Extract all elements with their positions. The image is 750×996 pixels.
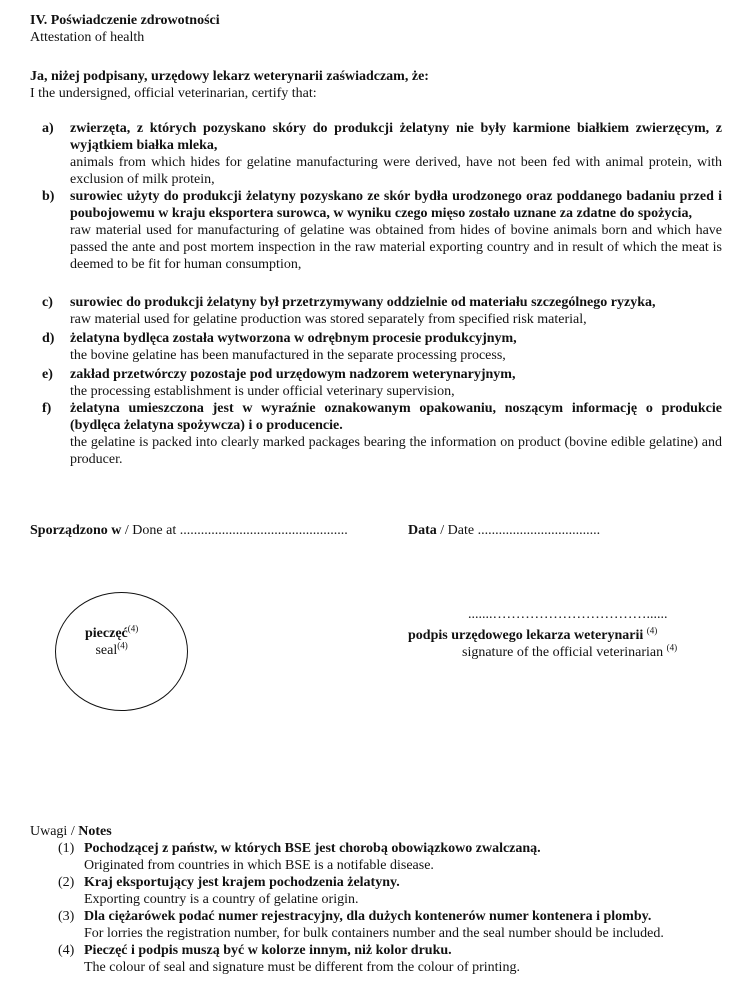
note-text-en: Exporting country is a country of gelatine origin. [84,892,359,907]
signature-label-pl: podpis urzędowego lekarza weterynarii [408,628,644,643]
note-item [30,874,730,908]
item-text-en: the processing establishment is under official veterinary supervision, [70,384,455,399]
signature-footnote-ref: (4) [646,625,658,636]
item-label: b) [42,189,55,204]
signature-dotted-line[interactable]: .......……………………………...... [468,607,668,622]
done-at-label-pl: Sporządzono w [30,523,122,538]
note-text-pl: Kraj eksportujący jest krajem pochodzenia żelatyny. [84,875,400,890]
section-title-pl: IV. Poświadczenie zdrowotności [30,13,220,28]
note-number: (4) [58,943,75,958]
item-label: d) [42,331,55,346]
certify-en: I the undersigned, official veterinarian, certify that: [30,86,317,101]
done-at-field[interactable] [30,522,348,539]
attestation-item-f [42,400,722,468]
item-text-en: raw material used for manufacturing of gelatine was obtained from hides of bovine animals born and which have passed the ante and post mortem inspection in the raw material exporting country and in result of which the meat is deemed to be fit for human consumption, [70,223,722,272]
signature-label [408,627,677,661]
item-text-pl: surowiec do produkcji żelatyny był przetrzymywany oddzielnie od materiału szczególnego ryzyka, [70,295,656,310]
stamp-label [85,625,138,659]
date-dotted-line[interactable]: ................................... [477,523,601,538]
attestation-item-d [42,330,722,364]
item-label: a) [42,121,54,136]
note-text-pl: Pieczęć i podpis muszą być w kolorze innym, niż kolor druku. [84,943,452,958]
note-text-pl: Pochodzącej z państw, w których BSE jest chorobą obowiązkowo zwalczaną. [84,841,541,856]
note-item [30,942,730,976]
done-at-dotted-line[interactable]: ................................................ [179,523,348,538]
certify-pl: Ja, niżej podpisany, urzędowy lekarz weterynarii zaświadczam, że: [30,69,429,84]
attestation-item-e [42,366,722,400]
section-heading [30,12,220,46]
date-field[interactable] [408,522,600,539]
section-title-en: Attestation of health [30,30,145,45]
note-text-en: The colour of seal and signature must be different from the colour of printing. [84,960,520,975]
stamp-footnote-ref: (4) [127,623,139,634]
item-text-pl: zwierzęta, z których pozyskano skóry do produkcji żelatyny nie były karmione białkiem zwierzęcym, z wyjątkiem białka mleka, [70,121,722,153]
signature-footnote-ref: (4) [666,642,678,653]
item-text-pl: surowiec użyty do produkcji żelatyny pozyskano ze skór bydła urodzonego oraz poddanego badaniu przed i poubojowemu w kraju eksportera surowca, w wyniku czego mięso zostało uznane za zdatne do spożycia, [70,189,722,221]
notes-section [30,823,730,976]
stamp-label-en: seal [95,643,118,658]
notes-heading [30,823,730,840]
date-label-en: / Date [440,523,475,538]
note-text-en: Originated from countries in which BSE is a notifable disease. [84,858,434,873]
item-text-en: raw material used for gelatine production was stored separately from specified risk material, [70,312,587,327]
note-text-pl: Dla ciężarówek podać numer rejestracyjny, dla dużych kontenerów numer kontenera i plomby. [84,909,652,924]
item-label: e) [42,367,53,382]
stamp-footnote-ref: (4) [117,640,128,651]
item-text-en: animals from which hides for gelatine manufacturing were derived, have not been fed with animal protein, with exclusion of milk protein, [70,155,722,187]
notes-heading-en: Notes [78,824,112,839]
attestation-item-b [42,188,722,273]
attestation-item-a [42,120,722,188]
attestation-item-c [42,294,722,328]
item-label: c) [42,295,53,310]
item-text-pl: zakład przetwórczy pozostaje pod urzędowym nadzorem weterynaryjnym, [70,367,516,382]
item-text-en: the bovine gelatine has been manufactured in the separate processing process, [70,348,506,363]
item-text-pl: żelatyna bydlęca została wytworzona w odrębnym procesie produkcyjnym, [70,331,517,346]
note-item [30,908,730,942]
certification-statement [30,68,429,102]
notes-heading-pl: Uwagi / [30,824,79,839]
item-label: f) [42,401,52,416]
note-number: (2) [58,875,75,890]
note-number: (1) [58,841,75,856]
stamp-label-pl: pieczęć [85,626,128,641]
item-text-pl: żelatyna umieszczona jest w wyraźnie oznakowanym opakowaniu, noszącym informację o produkcie (bydlęca żelatyna spożywcza) i o producencie. [70,401,722,433]
note-item [30,840,730,874]
note-text-en: For lorries the registration number, for bulk containers number and the seal number should be included. [84,926,664,941]
date-label-pl: Data [408,523,437,538]
note-number: (3) [58,909,75,924]
signature-label-en: signature of the official veterinarian [462,645,664,660]
item-text-en: the gelatine is packed into clearly marked packages bearing the information on product (bovine edible gelatine) and producer. [70,435,722,467]
done-at-label-en: / Done at [124,523,177,538]
